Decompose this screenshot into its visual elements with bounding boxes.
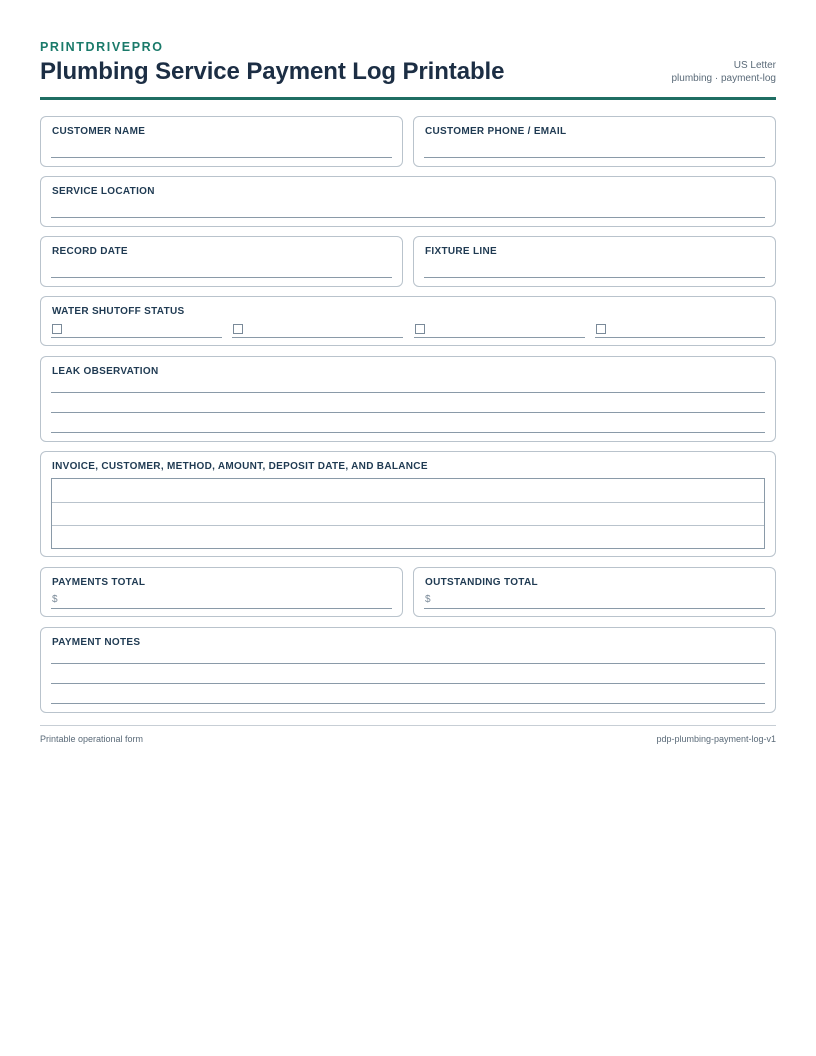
brand-name: PRINTDRIVEPRO	[40, 40, 164, 54]
service-location-label: SERVICE LOCATION	[52, 186, 155, 197]
invoice-table-label: INVOICE, CUSTOMER, METHOD, AMOUNT, DEPOSIT DATE, AND BALANCE	[52, 461, 428, 472]
header-rule	[40, 97, 776, 100]
form-page	[40, 0, 776, 100]
paper-size-label: US Letter	[733, 60, 776, 71]
payments-total-line[interactable]	[51, 608, 392, 609]
payment-notes-line-2[interactable]	[51, 683, 765, 684]
payment-notes-line-1[interactable]	[51, 663, 765, 664]
service-location-line[interactable]	[51, 217, 765, 218]
shutoff-option-line-2[interactable]	[232, 337, 403, 338]
header	[40, 0, 776, 100]
fixture-line-field[interactable]	[413, 236, 776, 287]
payment-notes-label: PAYMENT NOTES	[52, 637, 141, 648]
customer-name-label: CUSTOMER NAME	[52, 126, 146, 137]
customer-phone-email-line[interactable]	[424, 157, 765, 158]
payment-notes-field[interactable]	[40, 627, 776, 713]
record-date-label: RECORD DATE	[52, 246, 128, 257]
customer-phone-email-field[interactable]	[413, 116, 776, 167]
payment-notes-line-3[interactable]	[51, 703, 765, 704]
invoice-table	[51, 478, 765, 549]
leak-observation-field[interactable]	[40, 356, 776, 442]
payments-total-currency: $	[52, 594, 58, 605]
form-tags: plumbing · payment-log	[671, 73, 776, 84]
footer-left-text: Printable operational form	[40, 734, 144, 744]
leak-observation-label: LEAK OBSERVATION	[52, 366, 159, 377]
shutoff-checkbox-3[interactable]	[415, 324, 425, 334]
shutoff-checkbox-4[interactable]	[596, 324, 606, 334]
fixture-line-line[interactable]	[424, 277, 765, 278]
record-date-line[interactable]	[51, 277, 392, 278]
outstanding-total-label: OUTSTANDING TOTAL	[425, 577, 538, 588]
header-meta	[672, 59, 777, 85]
invoice-table-section	[40, 451, 776, 557]
payments-total-label: PAYMENTS TOTAL	[52, 577, 146, 588]
shutoff-option-line-1[interactable]	[51, 337, 222, 338]
customer-name-field[interactable]	[40, 116, 403, 167]
record-date-field[interactable]	[40, 236, 403, 287]
shutoff-checkbox-2[interactable]	[233, 324, 243, 334]
outstanding-total-currency: $	[425, 594, 431, 605]
customer-phone-email-label: CUSTOMER PHONE / EMAIL	[425, 126, 567, 137]
leak-observation-line-1[interactable]	[51, 392, 765, 393]
shutoff-option-line-3[interactable]	[414, 337, 585, 338]
customer-name-line[interactable]	[51, 157, 392, 158]
service-location-field[interactable]	[40, 176, 776, 227]
leak-observation-line-3[interactable]	[51, 432, 765, 433]
payments-total-field[interactable]	[40, 567, 403, 617]
leak-observation-line-2[interactable]	[51, 412, 765, 413]
footer-rule	[40, 725, 776, 726]
shutoff-checkbox-1[interactable]	[52, 324, 62, 334]
table-row-divider	[52, 525, 764, 526]
water-shutoff-status-field	[40, 296, 776, 346]
footer-form-id: pdp-plumbing-payment-log-v1	[656, 734, 776, 744]
table-row-divider	[52, 502, 764, 503]
water-shutoff-status-label: WATER SHUTOFF STATUS	[52, 306, 185, 317]
outstanding-total-field[interactable]	[413, 567, 776, 617]
page-title: Plumbing Service Payment Log Printable	[40, 58, 505, 85]
outstanding-total-line[interactable]	[424, 608, 765, 609]
shutoff-option-line-4[interactable]	[595, 337, 765, 338]
fixture-line-label: FIXTURE LINE	[425, 246, 497, 257]
